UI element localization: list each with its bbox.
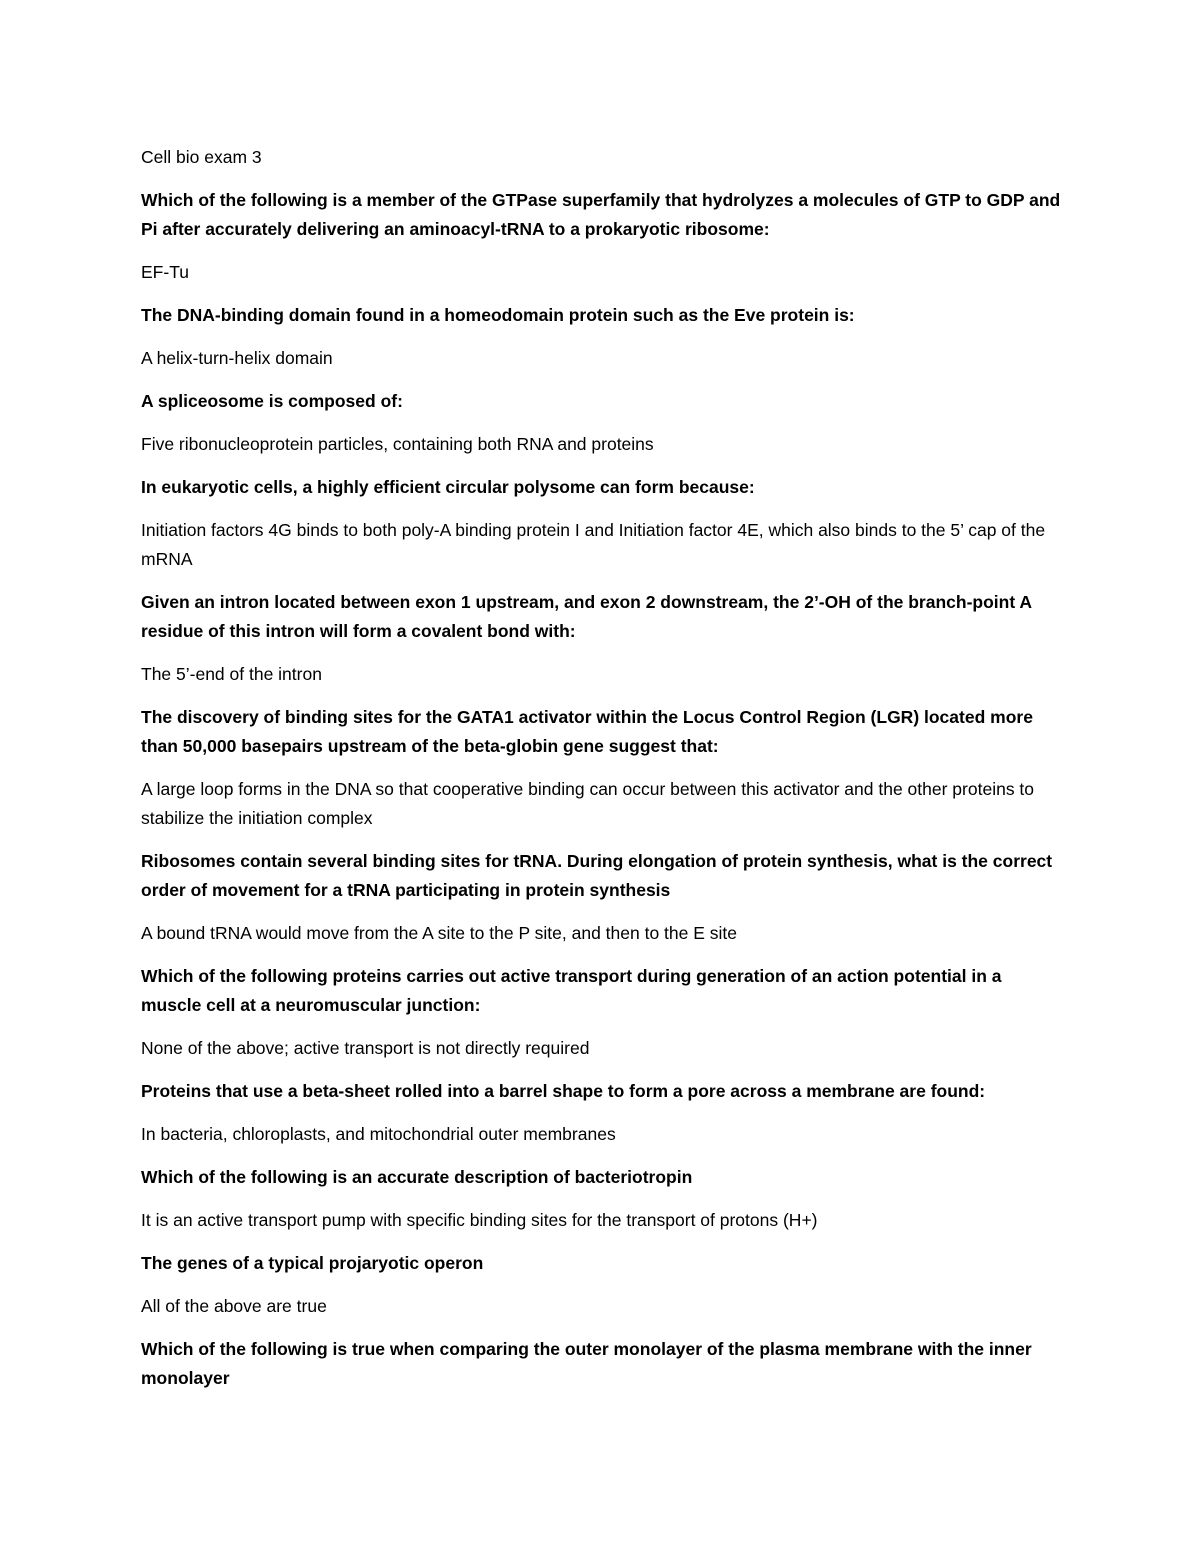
answer-4: Initiation factors 4G binds to both poly-A binding protein I and Initiation factor 4E, which also binds to the 5’ cap of the mRNA <box>141 520 1046 569</box>
answer-5: The 5’-end of the intron <box>141 664 322 684</box>
question-2: The DNA-binding domain found in a homeodomain protein such as the Eve protein is: <box>141 305 855 325</box>
answer-10: It is an active transport pump with specific binding sites for the transport of protons (H+) <box>141 1210 818 1230</box>
question-6: The discovery of binding sites for the GATA1 activator within the Locus Control Region (LGR) located more than 50,000 basepairs upstream of the beta-globin gene suggest that: <box>141 707 1033 756</box>
document-title: Cell bio exam 3 <box>141 147 262 167</box>
answer-7: A bound tRNA would move from the A site to the P site, and then to the E site <box>141 923 738 943</box>
answer-9: In bacteria, chloroplasts, and mitochondrial outer membranes <box>141 1124 616 1144</box>
question-5: Given an intron located between exon 1 upstream, and exon 2 downstream, the 2’-OH of the branch-point A residue of this intron will form a covalent bond with: <box>141 592 1032 641</box>
question-1: Which of the following is a member of the GTPase superfamily that hydrolyzes a molecules of GTP to GDP and Pi after accurately delivering an aminoacyl-tRNA to a prokaryotic ribosome: <box>141 190 1061 239</box>
answer-6: A large loop forms in the DNA so that cooperative binding can occur between this activator and the other proteins to stabilize the initiation complex <box>141 779 1035 828</box>
question-7: Ribosomes contain several binding sites for tRNA. During elongation of protein synthesis, what is the correct order of movement for a tRNA participating in protein synthesis <box>141 851 1053 900</box>
question-11: The genes of a typical projaryotic operon <box>141 1253 484 1273</box>
question-10: Which of the following is an accurate description of bacteriotropin <box>141 1167 693 1187</box>
question-9: Proteins that use a beta-sheet rolled into a barrel shape to form a pore across a membrane are found: <box>141 1081 986 1101</box>
answer-1: EF-Tu <box>141 262 189 282</box>
question-12: Which of the following is true when comparing the outer monolayer of the plasma membrane with the inner monolayer <box>141 1339 1032 1388</box>
answer-2: A helix-turn-helix domain <box>141 348 333 368</box>
answer-8: None of the above; active transport is not directly required <box>141 1038 590 1058</box>
document-body <box>141 143 1061 1407</box>
answer-11: All of the above are true <box>141 1296 327 1316</box>
question-4: In eukaryotic cells, a highly efficient circular polysome can form because: <box>141 477 755 497</box>
answer-3: Five ribonucleoprotein particles, containing both RNA and proteins <box>141 434 654 454</box>
question-3: A spliceosome is composed of: <box>141 391 403 411</box>
question-8: Which of the following proteins carries out active transport during generation of an action potential in a muscle cell at a neuromuscular junction: <box>141 966 1002 1015</box>
